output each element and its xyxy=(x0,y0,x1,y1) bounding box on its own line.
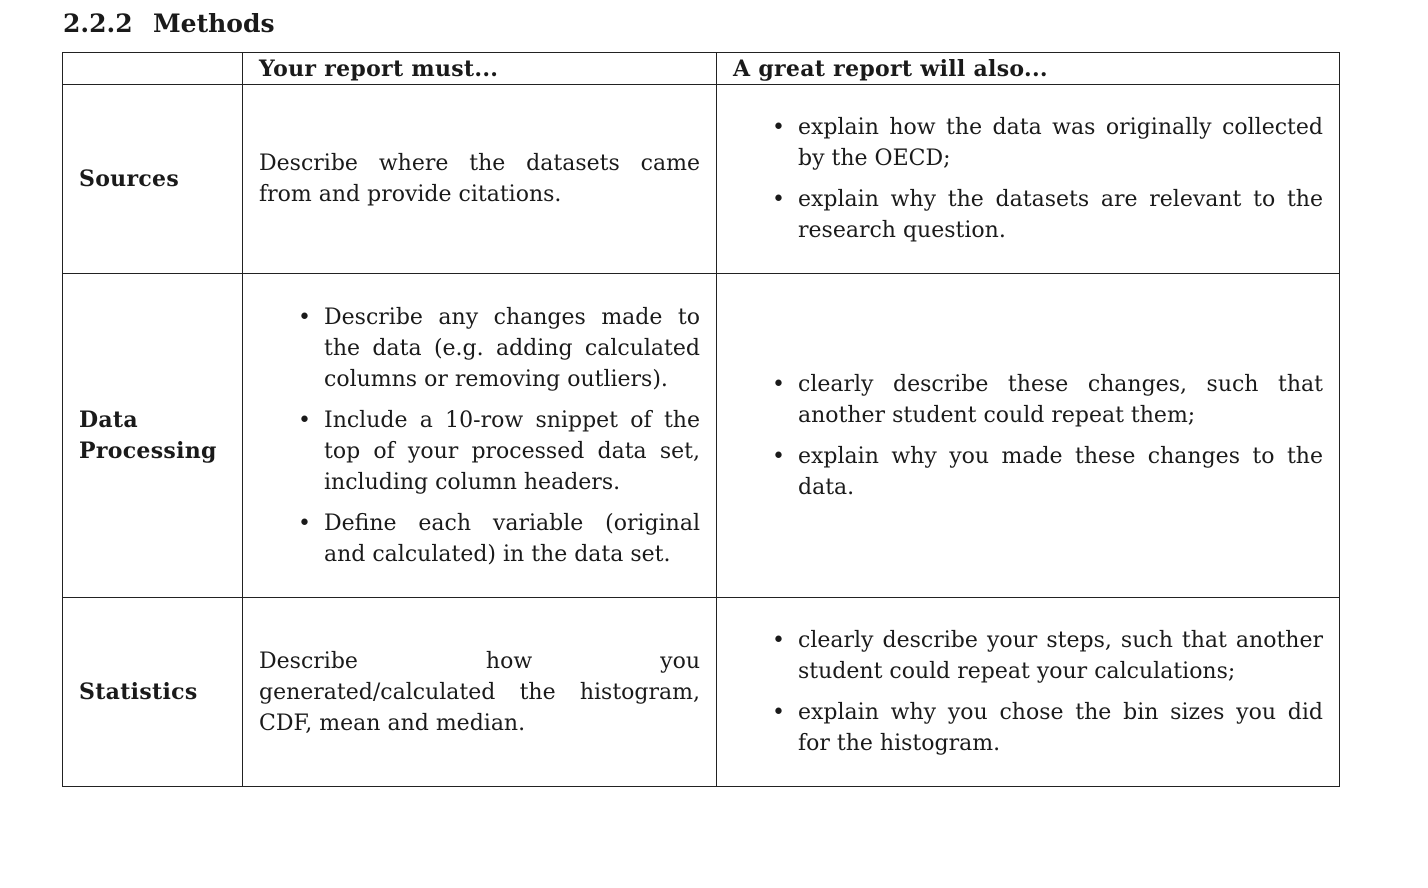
processing-great-list xyxy=(772,369,1323,503)
table-row-statistics xyxy=(63,598,1340,787)
processing-must-cell xyxy=(243,274,717,598)
table-row-data-processing xyxy=(63,274,1340,598)
sources-must-cell: Describe where the datasets came from and provide citations. xyxy=(243,85,717,274)
list-item: • explain how the data was originally collected by the OECD; xyxy=(772,112,1323,174)
row-label-data-processing: Data Processing xyxy=(63,274,243,598)
list-item: • clearly describe your steps, such that another student could repeat your calculations; xyxy=(772,625,1323,687)
row-label-statistics: Statistics xyxy=(63,598,243,787)
section-number: 2.2.2 xyxy=(63,9,133,38)
header-empty-cell xyxy=(63,53,243,85)
processing-great-cell xyxy=(717,274,1340,598)
list-item: • Describe any changes made to the data (e.g. adding calculated columns or removing outliers). xyxy=(298,302,700,395)
sources-great-list xyxy=(772,112,1323,246)
table-header-row xyxy=(63,53,1340,85)
list-item: • Include a 10-row snippet of the top of your processed data set, including column headers. xyxy=(298,405,700,498)
sources-great-cell xyxy=(717,85,1340,274)
list-item: • Define each variable (original and calculated) in the data set. xyxy=(298,508,700,570)
section-title: Methods xyxy=(153,9,275,38)
statistics-great-list xyxy=(772,625,1323,759)
methods-rubric-table xyxy=(62,52,1340,787)
statistics-must-cell: Describe how you generated/calculated the histogram, CDF, mean and median. xyxy=(243,598,717,787)
header-must: Your report must... xyxy=(243,53,717,85)
table-row-sources xyxy=(63,85,1340,274)
row-label-sources: Sources xyxy=(63,85,243,274)
list-item: • explain why you made these changes to the data. xyxy=(772,441,1323,503)
section-heading xyxy=(63,8,275,40)
processing-must-list xyxy=(298,302,700,570)
list-item: • clearly describe these changes, such that another student could repeat them; xyxy=(772,369,1323,431)
statistics-great-cell xyxy=(717,598,1340,787)
list-item: • explain why you chose the bin sizes you did for the histogram. xyxy=(772,697,1323,759)
list-item: • explain why the datasets are relevant to the research question. xyxy=(772,184,1323,246)
header-great: A great report will also... xyxy=(717,53,1340,85)
